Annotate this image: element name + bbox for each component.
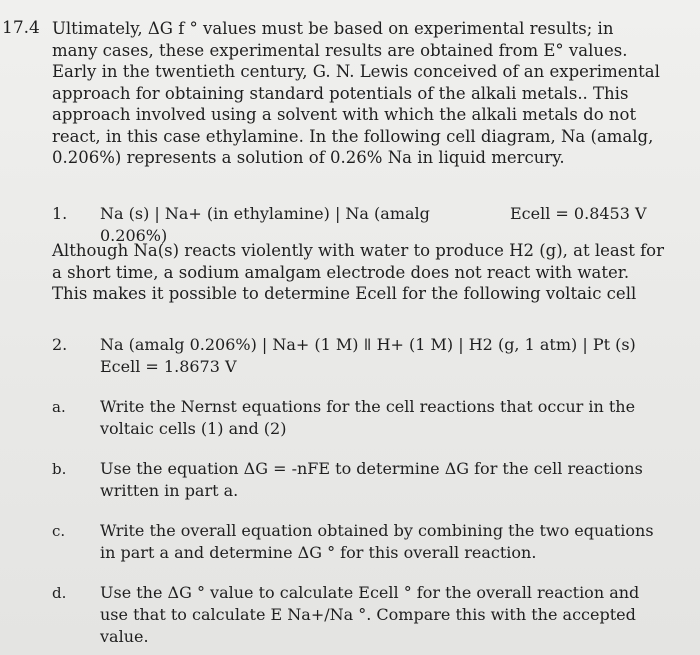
part-b-label: b.: [52, 460, 67, 478]
part-b-text: Use the equation ΔG = -nFE to determine ΔG for the cell reactions written in part a.: [100, 459, 643, 500]
part-a-label: a.: [52, 398, 66, 416]
part-d-text: Use the ΔG ° value to calculate Ecell ° for the overall reaction and use that to calculate E Na+/Na °. Compare this with the accepted value.: [100, 583, 640, 646]
intro-paragraph: [52, 18, 664, 169]
item-label-1: 1.: [52, 204, 68, 223]
part-a-text: Write the Nernst equations for the cell reactions that occur in the voltaic cells (1) and (2): [100, 397, 636, 438]
middle-paragraph: [52, 240, 664, 305]
cell-1-ecell: Ecell = 0.8453 V: [510, 204, 647, 223]
part-c-text: Write the overall equation obtained by combining the two equations in part a and determine ΔG ° for this overall reaction.: [100, 521, 654, 562]
problem-number: 17.4: [2, 18, 40, 38]
part-c-label: c.: [52, 522, 66, 540]
middle-text: Although Na(s) reacts violently with water to produce H2 (g), at least for a short time, a sodium amalgam electrode does not react with water. This makes it possible to determine Ecell for the following voltaic cell: [52, 241, 664, 303]
cell-2-diagram: Na (amalg 0.206%) | Na+ (1 M) ǁ H+ (1 M) | H2 (g, 1 atm) | Pt (s) Ecell = 1.8673 V: [100, 335, 636, 376]
part-d-label: d.: [52, 584, 67, 602]
item-label-2: 2.: [52, 335, 68, 354]
cell-1-diagram: Na (s) | Na+ (in ethylamine) | Na (amalg 0.206%): [100, 204, 430, 245]
intro-text: Ultimately, ΔG f ° values must be based on experimental results; in many cases, these experimental results are obtained from E° values. Early in the twentieth century, G. N. Lewis conceived of an experimental approach for obtaining standard potentials of the alkali metals.. This approach involved using a solvent with which the alkali metals do not react, in this case ethylamine. In the following cell diagram, Na (amalg, 0.206%) represents a solution of 0.26% Na in liquid mercury.: [52, 19, 660, 167]
